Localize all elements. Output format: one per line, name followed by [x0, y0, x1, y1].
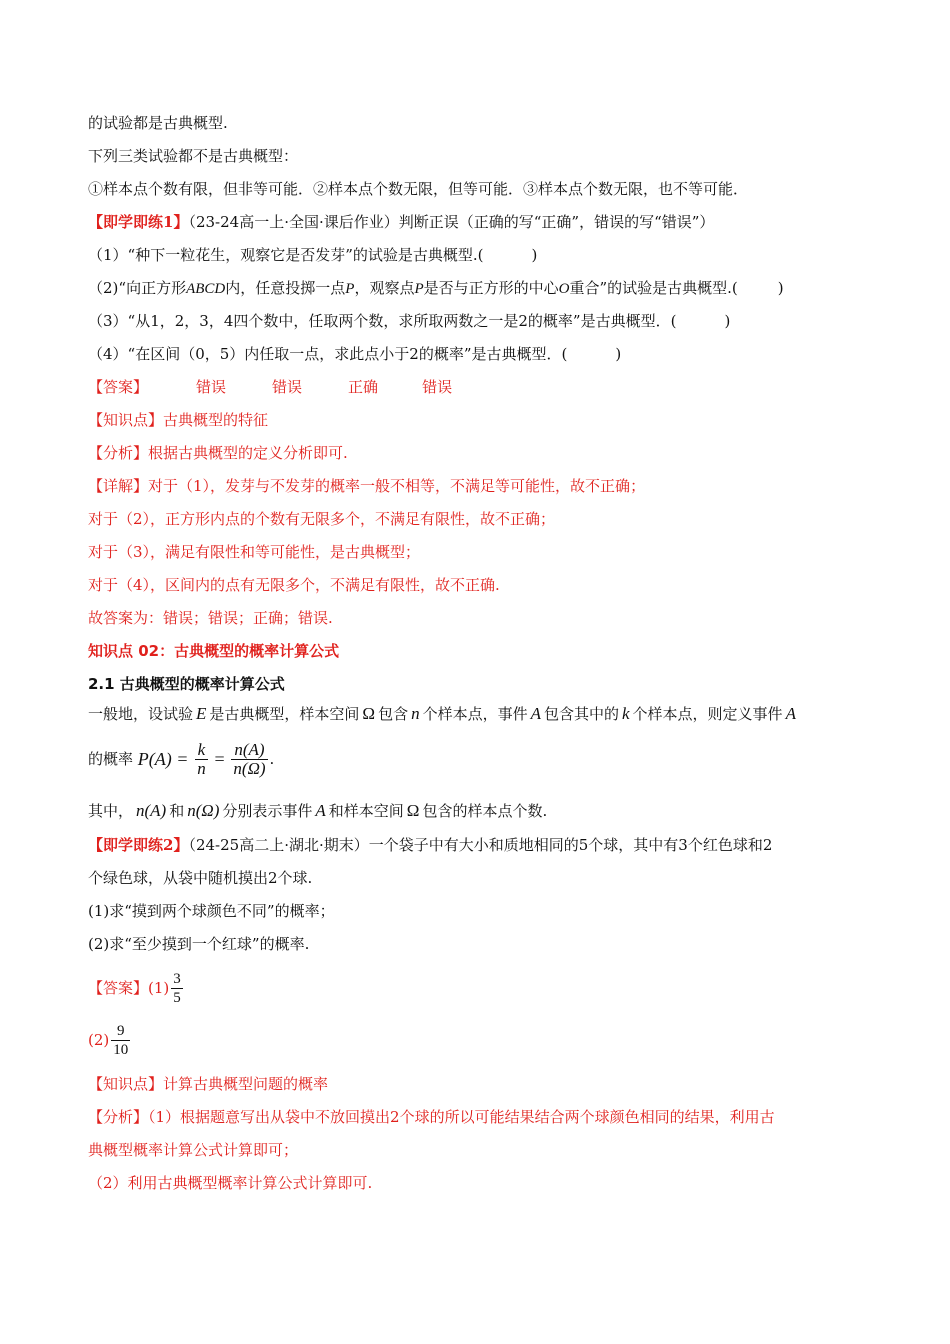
question-3 [88, 310, 864, 332]
def-text: 一般地，设试验 [88, 705, 194, 723]
question-text: （3）“从1，2，3，4四个数中，任取两个数，求所取两数之一是2的概率”是古典概型．( [88, 312, 677, 330]
question-text: 是否与正方形的中心 [423, 279, 559, 297]
equals: = [214, 749, 225, 769]
math-var: A [530, 704, 541, 723]
def-text: 个样本点，事件 [422, 705, 528, 723]
answer-value: 错误 [422, 378, 453, 396]
def-text: 个样本点，则定义事件 [632, 705, 783, 723]
denominator: 10 [113, 1041, 129, 1058]
answer-value: 错误 [272, 378, 303, 396]
analysis-tag: 【分析】 [88, 1108, 149, 1126]
exercise-1-heading [88, 211, 864, 233]
answer-line [88, 376, 864, 398]
definition-line [88, 703, 864, 725]
answer-value: 错误 [196, 378, 227, 396]
answer-2-line [88, 1017, 864, 1061]
detail-line: 对于（4），区间内的点有无限多个，不满足有限性，故不正确. [88, 576, 500, 594]
math-var: Ω [406, 801, 420, 820]
text-line: 的试验都是古典概型. [88, 114, 228, 132]
knowledge-point-line [88, 1073, 864, 1095]
answer-label: (2) [88, 1031, 110, 1049]
question-text: （1）“种下一粒花生，观察它是否发芽”的试验是古典概型.( [88, 246, 484, 264]
text-line: ①样本点个数有限，但非等可能．②样本点个数无限，但等可能．③样本点个数无限，也不等可能． [88, 180, 749, 198]
knowledge-tag: 【知识点】 [88, 1075, 164, 1093]
question-text: 重合”的试验是古典概型.( [569, 279, 738, 297]
where-text: 和样本空间 [328, 802, 404, 820]
exercise-2-heading [88, 834, 864, 856]
analysis-line [88, 1106, 864, 1128]
question-text: ，观察点 [354, 279, 415, 297]
detail-line [88, 475, 864, 497]
detail-line: 对于（3），满足有限性和等可能性，是古典概型； [88, 543, 421, 561]
where-text: 包含的样本点个数. [422, 802, 548, 820]
def-text: 是古典概型，样本空间 [209, 705, 360, 723]
formula-line: 的概率 P(A) = $\frac{k}{n}$ = $\frac{n(A)}{n(\Omega)}$ . [88, 739, 275, 778]
where-text: 其中， [88, 802, 134, 820]
exercise-source: （23-24高一上·全国·课后作业）判断正误（正确的写“正确”，错误的写“错误”） [188, 213, 715, 231]
math-expr: n(Ω) [187, 801, 220, 820]
question-1 [88, 244, 864, 266]
where-text: 和 [169, 802, 185, 820]
section-heading: 知识点 02：古典概型的概率计算公式 [88, 642, 340, 660]
math-var: Ω [362, 704, 376, 723]
where-line [88, 800, 864, 822]
knowledge-tag: 【知识点】 [88, 411, 164, 429]
knowledge-point-line [88, 409, 864, 431]
answer-tag: 【答案】 [88, 979, 149, 997]
def-text: 包含其中的 [543, 705, 619, 723]
math-var: A [315, 801, 326, 820]
detail-line: 对于（2），正方形内点的个数有无限多个，不满足有限性，故不正确； [88, 510, 556, 528]
math-var: k [622, 704, 630, 723]
formula-lhs: P(A) = [137, 749, 189, 769]
denominator: 5 [173, 989, 181, 1006]
answer-label: (1) [148, 979, 170, 997]
answer-fraction [171, 970, 183, 1007]
math-var: P [345, 281, 355, 297]
math-var: A [785, 704, 796, 723]
analysis-line: （2）利用古典概型概率计算公式计算即可. [88, 1174, 373, 1192]
analysis-text: （1）根据题意写出从袋中不放回摸出2个球的所以可能结果结合两个球颜色相同的结果，利用古 [148, 1108, 775, 1126]
question-text: （2)“向正方形 [88, 279, 187, 297]
answer-tag: 【答案】 [88, 378, 149, 396]
fraction-nA-nOmega [231, 741, 267, 778]
math-var: O [558, 281, 570, 297]
math-expr: n(A) [136, 801, 167, 820]
fraction-k-n [195, 741, 208, 778]
knowledge-text: 古典概型的特征 [163, 411, 269, 429]
close-paren: ) [615, 345, 622, 363]
exercise-tag: 【即学即练1】 [88, 213, 189, 231]
math-var: n [411, 704, 420, 723]
question-2 [88, 277, 864, 300]
math-var: ABCD [186, 281, 226, 297]
analysis-line [88, 442, 864, 464]
analysis-tag: 【分析】 [88, 444, 149, 462]
def-text: 包含 [378, 705, 409, 723]
numerator: 9 [111, 1022, 130, 1041]
question-4 [88, 343, 864, 365]
close-paren: ) [531, 246, 538, 264]
text-line: 下列三类试验都不是古典概型： [88, 147, 299, 165]
question-text: （4）“在区间（0，5）内任取一点，求此点小于2的概率”是古典概型．( [88, 345, 568, 363]
knowledge-text: 计算古典概型问题的概率 [163, 1075, 329, 1093]
analysis-text: 根据古典概型的定义分析即可. [148, 444, 348, 462]
answer-2-line [88, 965, 864, 1009]
numerator: 3 [173, 970, 181, 987]
detail-tag: 【详解】 [88, 477, 149, 495]
close-paren: ) [724, 312, 731, 330]
denominator: n(Ω) [233, 758, 266, 778]
detail-text: 对于（1），发芽与不发芽的概率一般不相等，不满足等可能性，故不正确； [148, 477, 646, 495]
numerator: k [195, 741, 208, 760]
where-text: 分别表示事件 [222, 802, 313, 820]
subsection-heading: 2.1 古典概型的概率计算公式 [88, 675, 285, 693]
analysis-line: 典概型概率计算公式计算即可； [88, 1141, 299, 1159]
close-paren: ) [777, 279, 784, 297]
denominator: n [197, 758, 206, 778]
exercise-question: (2)求“至少摸到一个红球”的概率. [88, 935, 310, 953]
exercise-text: （24-25高二上·湖北·期末）一个袋子中有大小和质地相同的5个球，其中有3个红色球和2 [188, 836, 773, 854]
answer-value: 正确 [348, 378, 379, 396]
exercise-text-line: 个绿色球，从袋中随机摸出2个球. [88, 869, 313, 887]
exercise-tag: 【即学即练2】 [88, 836, 189, 854]
detail-line: 故答案为：错误；错误；正确；错误. [88, 609, 333, 627]
def-text: 的概率 [88, 750, 134, 768]
question-text: 内，任意投掷一点 [225, 279, 346, 297]
numerator: n(A) [231, 741, 267, 760]
exercise-question: (1)求“摸到两个球颜色不同”的概率； [88, 902, 335, 920]
math-var: E [196, 704, 207, 723]
math-var: P [414, 281, 424, 297]
answer-fraction [111, 1022, 130, 1059]
